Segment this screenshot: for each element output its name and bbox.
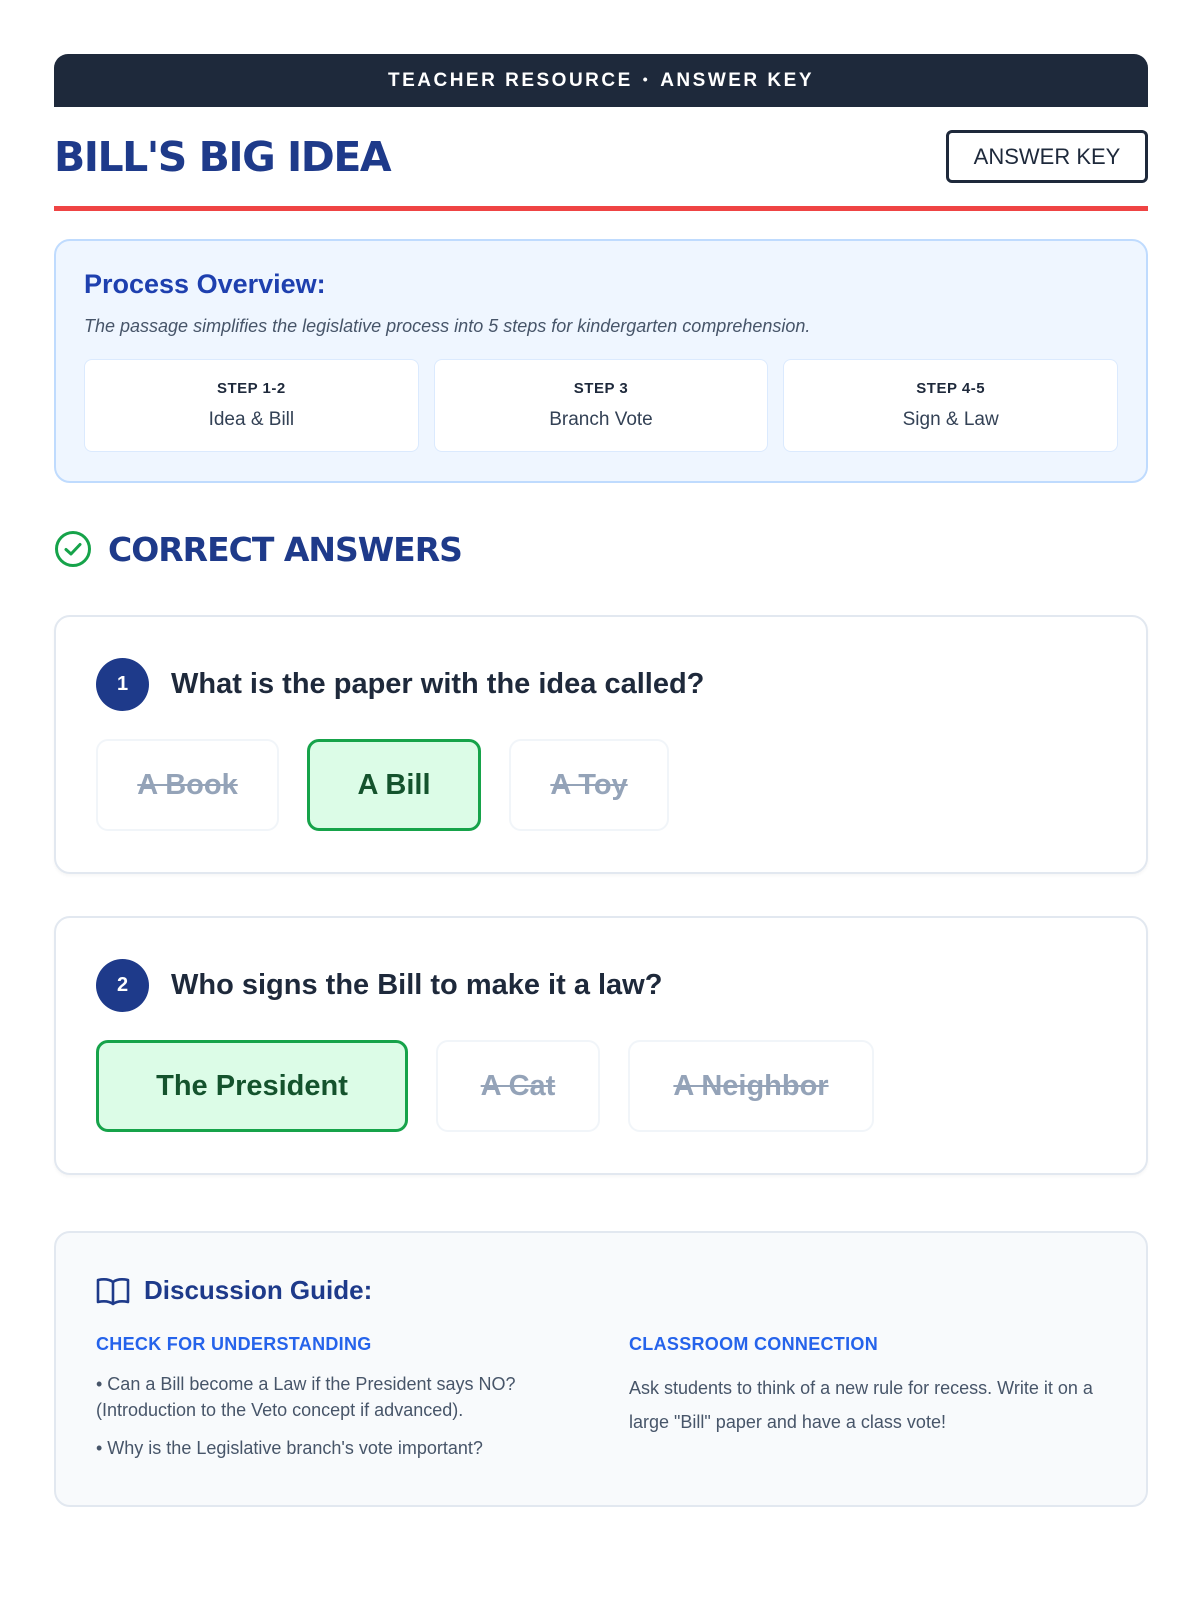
correct-answers-heading: CORRECT ANSWERS [108,529,462,569]
answer-option-wrong: A Toy [509,739,669,831]
question-row [96,657,1106,711]
step-card [434,359,769,452]
question-text: Who signs the Bill to make it a law? [171,968,663,1001]
banner-left-text: TEACHER RESOURCE [387,69,633,91]
classroom-connection-title: CLASSROOM CONNECTION [629,1334,878,1354]
page-title: BILL'S BIG IDEA [54,132,391,181]
check-understanding-list [96,1371,573,1461]
answer-option-wrong: A Book [96,739,279,831]
step-label: STEP 3 [573,380,629,397]
question-number-badge: 2 [96,959,149,1012]
overview-description: The passage simplifies the legislative process into 5 steps for kindergarten comprehension. [84,316,811,336]
classroom-connection-text: Ask students to think of a new rule for recess. Write it on a large "Bill" paper and have a class vote! [629,1378,1093,1432]
question-number-badge: 1 [96,658,149,711]
classroom-connection-column [629,1334,1106,1473]
list-item: • Why is the Legislative branch's vote important? [96,1438,483,1458]
answer-option-correct: The President [96,1040,408,1132]
overview-heading: Process Overview: [84,269,326,299]
answer-option-wrong: A Cat [436,1040,600,1132]
question-card-2 [54,916,1148,1175]
book-icon [96,1276,130,1306]
list-item: • Can a Bill become a Law if the President says NO? (Introduction to the Veto concept if advanced). [96,1374,516,1420]
answer-key-page [54,54,1148,1507]
guide-columns [96,1334,1106,1473]
step-card [783,359,1118,452]
steps-row [84,359,1118,452]
title-row [54,107,1148,211]
step-name: Sign & Law [902,409,999,430]
discussion-guide-box [54,1231,1148,1507]
top-banner [54,54,1148,107]
guide-heading-row [96,1275,1106,1306]
question-text: What is the paper with the idea called? [171,667,705,700]
check-understanding-column [96,1334,573,1473]
answer-options [96,1040,1106,1132]
check-understanding-title: CHECK FOR UNDERSTANDING [96,1334,372,1354]
guide-heading: Discussion Guide: [144,1275,373,1305]
answer-key-badge: ANSWER KEY [946,130,1148,183]
question-row [96,958,1106,1012]
banner-right-text: ANSWER KEY [660,69,814,91]
process-overview-box [54,239,1148,483]
answer-option-wrong: A Neighbor [628,1040,874,1132]
step-label: STEP 4-5 [916,380,986,397]
step-name: Idea & Bill [208,409,295,430]
question-card-1 [54,615,1148,874]
correct-answers-heading-row [54,529,1148,569]
step-card [84,359,419,452]
step-label: STEP 1-2 [216,380,286,397]
answer-options [96,739,1106,831]
check-circle-icon [54,530,92,568]
step-name: Branch Vote [549,409,653,430]
answer-option-correct: A Bill [307,739,481,831]
banner-separator: • [642,70,651,87]
